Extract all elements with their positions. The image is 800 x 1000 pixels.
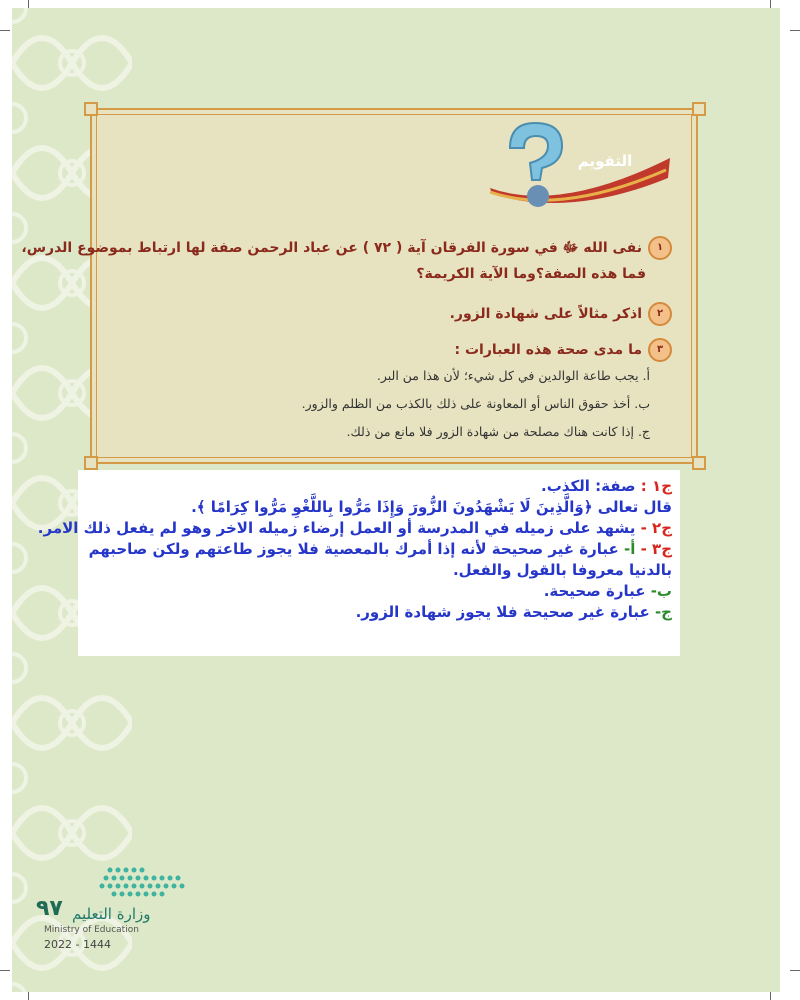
section-title: التقويم	[577, 152, 633, 170]
ball-icon	[527, 185, 549, 207]
answer-2: ج٢ - يشهد على زميله في المدرسة أو العمل إرضاء زميله الاخر وهو لم يفعل ذلك الامر.	[37, 519, 672, 537]
crop-mark	[790, 30, 800, 31]
question-number-badge: ٢	[648, 302, 672, 326]
ministry-name-english: Ministry of Education	[44, 925, 139, 935]
question-1	[21, 236, 672, 260]
crop-mark	[0, 970, 10, 971]
answer-3b: ب- عبارة صحيحة.	[543, 582, 672, 600]
answer-box	[37, 470, 680, 656]
statement-b: ب. أخذ حقوق الناس أو المعاونة على ذلك بالكذب من الظلم والزور.	[301, 396, 650, 411]
crop-mark	[790, 970, 800, 971]
question-text: ما مدى صحة هذه العبارات :	[454, 342, 642, 358]
crop-mark	[770, 992, 771, 1000]
frame-corner	[84, 102, 98, 116]
answer-1: ج١ : صفة: الكذب.	[541, 477, 672, 495]
statement-c: ج. إذا كانت هناك مصلحة من شهادة الزور فلا مانع من ذلك.	[346, 424, 650, 439]
answer-3a: ج٣ - أ- عبارة غير صحيحة لأنه إذا أمرك بالمعصية فلا يجوز طاعتهم ولكن صاحبهم بالدنيا معروفا بالقول والفعل.	[88, 540, 672, 579]
crop-mark	[0, 30, 10, 31]
statement-a: أ. يجب طاعة الوالدين في كل شيء؛ لأن هذا من البر.	[376, 368, 650, 383]
crop-mark	[28, 992, 29, 1000]
crop-mark	[770, 0, 771, 8]
question-mark-icon	[510, 123, 562, 180]
question-1-continued	[416, 266, 646, 282]
answer-1-verse: قال تعالى ﴿وَالَّذِينَ لَا يَشْهَدُونَ الزُّورَ وَإِذَا مَرُّوا بِاللَّغْوِ مَرُّوا كِرَامًا ﴾.	[191, 498, 672, 516]
ministry-name-arabic: وزارة التعليم	[72, 905, 151, 923]
question-text: نفى الله ﷻ في سورة الفرقان آية ( ٧٢ ) عن عباد الرحمن صفة لها ارتباط بموضوع الدرس،	[21, 240, 642, 256]
question-2	[450, 302, 672, 326]
question-number-badge: ٣	[648, 338, 672, 362]
question-text: اذكر مثالاً على شهادة الزور.	[449, 306, 642, 322]
frame-corner	[84, 456, 98, 470]
question-3	[454, 338, 672, 362]
evaluation-badge	[480, 118, 680, 218]
frame-corner	[692, 102, 706, 116]
frame-corner	[692, 456, 706, 470]
answer-3c: ج- عبارة غير صحيحة فلا يجوز شهادة الزور.	[355, 603, 672, 621]
academic-year: 2022 - 1444	[44, 938, 111, 951]
question-number-badge: ١	[648, 236, 672, 260]
page-number: ٩٧	[36, 896, 63, 921]
question-text: فما هذه الصفة؟وما الآية الكريمة؟	[416, 266, 646, 282]
crop-mark	[28, 0, 29, 8]
